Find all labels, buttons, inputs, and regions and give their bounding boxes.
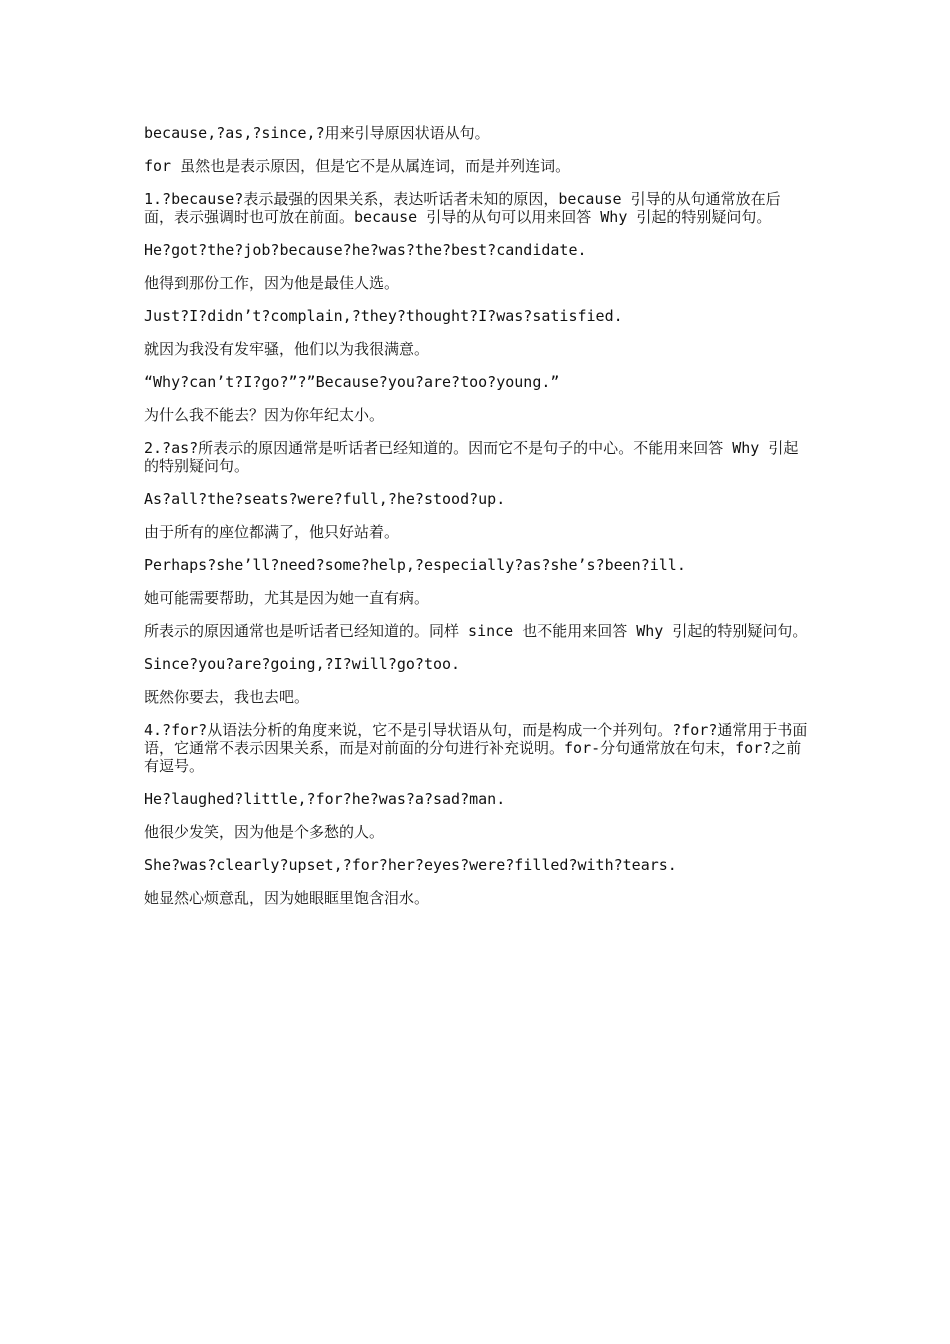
example-sentence-en: He?laughed?little,?for?he?was?a?sad?man. <box>144 790 506 808</box>
example-sentence-en: As?all?the?seats?were?full,?he?stood?up. <box>144 490 506 508</box>
paragraph-as-rule: 2.?as?所表示的原因通常是听话者已经知道的。因而它不是句子的中心。不能用来回答 Why 引起的特别疑问句。 <box>144 439 799 475</box>
example-sentence-zh: 他很少发笑，因为他是个多愁的人。 <box>144 823 385 841</box>
example-sentence-en: “Why?can’t?I?go?”?”Because?you?are?too?young.” <box>144 373 560 391</box>
example-sentence-zh: 就因为我没有发牢骚，他们以为我很满意。 <box>144 340 430 358</box>
example-sentence-zh: 为什么我不能去？因为你年纪太小。 <box>144 406 385 424</box>
paragraph-for-note: for 虽然也是表示原因，但是它不是从属连词，而是并列连词。 <box>144 157 571 175</box>
example-sentence-zh: 她可能需要帮助，尤其是因为她一直有病。 <box>144 589 430 607</box>
example-sentence-zh: 她显然心烦意乱，因为她眼眶里饱含泪水。 <box>144 889 430 907</box>
example-sentence-zh: 由于所有的座位都满了，他只好站着。 <box>144 523 400 541</box>
example-sentence-en: She?was?clearly?upset,?for?her?eyes?were?filled?with?tears. <box>144 856 677 874</box>
paragraph-because-rule: 1.?because?表示最强的因果关系，表达听话者未知的原因，because 引导的从句通常放在后面，表示强调时也可放在前面。because 引导的从句可以用来回答 Why 引起的特别疑问句。 <box>144 190 781 226</box>
paragraph-intro: because,?as,?since,?用来引导原因状语从句。 <box>144 124 490 142</box>
example-sentence-zh: 他得到那份工作，因为他是最佳人选。 <box>144 274 400 292</box>
example-sentence-en: Since?you?are?going,?I?will?go?too. <box>144 655 461 673</box>
example-sentence-en: Perhaps?she’ll?need?some?help,?especially?as?she’s?been?ill. <box>144 556 686 574</box>
document-body <box>144 124 809 922</box>
paragraph-since-rule: 所表示的原因通常也是听话者已经知道的。同样 since 也不能用来回答 Why 引起的特别疑问句。 <box>144 622 808 640</box>
example-sentence-en: He?got?the?job?because?he?was?the?best?candidate. <box>144 241 587 259</box>
paragraph-for-rule: 4.?for?从语法分析的角度来说，它不是引导状语从句，而是构成一个并列句。?for?通常用于书面语，它通常不表示因果关系，而是对前面的分句进行补充说明。for-分句通常放在句末，for?之前有逗号。 <box>144 721 808 775</box>
example-sentence-zh: 既然你要去，我也去吧。 <box>144 688 310 706</box>
example-sentence-en: Just?I?didn’t?complain,?they?thought?I?was?satisfied. <box>144 307 623 325</box>
